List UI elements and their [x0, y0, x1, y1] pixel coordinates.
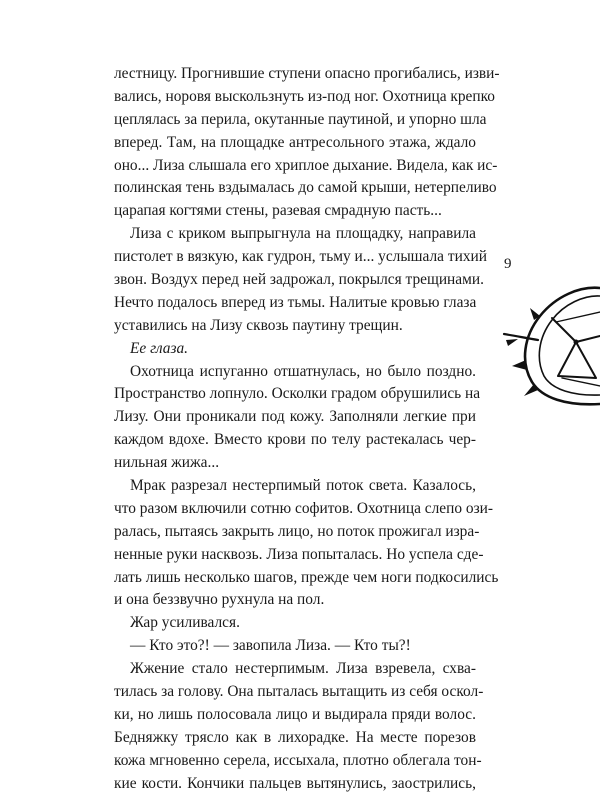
- text-line: Лиза с криком выпрыгнула на площадку, направила: [130, 225, 476, 243]
- text-line: тилась за голову. Она пыталась вытащить из себя оскол-: [114, 683, 484, 701]
- text-line: лать лишь несколько шагов, прежде чем ноги подкосились: [114, 568, 499, 586]
- text-line: пистолет в вязкую, как гудрон, тьму и... услышала тихий: [114, 248, 487, 266]
- text-line: Лизу. Они проникали под кожу. Заполняли легкие при: [114, 408, 476, 426]
- text-line: Нечто подалось вперед из тьмы. Налитые кровью глаза: [114, 293, 477, 311]
- text-line: и она беззвучно рухнула на пол.: [114, 591, 325, 609]
- text-line: Жар усиливался.: [130, 614, 240, 632]
- text-line: вперед. Там, на площадке антресольного этажа, ждало: [114, 133, 476, 151]
- text-line: полинская тень вздымалась до самой крыши, нетерпеливо: [114, 179, 497, 197]
- text-line: звон. Воздух перед ней задрожал, покрылся трещинами.: [114, 271, 484, 289]
- text-line: кие кости. Кончики пальцев вытянулись, заострились,: [114, 774, 476, 792]
- text-line: Бедняжку трясло как в лихорадке. На месте порезов: [114, 728, 476, 746]
- text-line: Жжение стало нестерпимым. Лиза взревела, схва-: [130, 660, 476, 678]
- text-line: оно... Лиза слышала его хриплое дыхание. Видела, как ис-: [114, 156, 498, 174]
- text-line: — Кто это?! — завопила Лиза. — Кто ты?!: [130, 637, 411, 655]
- text-line: Ее глаза.: [130, 339, 189, 357]
- page-number: 9: [504, 256, 512, 272]
- text-line: кожа мгновенно серела, иссыхала, плотно облегала тон-: [114, 751, 482, 769]
- text-line: Пространство лопнуло. Осколки градом обрушились на: [114, 385, 481, 403]
- text-line: ралась, пытаясь закрыть лицо, но поток прожигал изра-: [114, 522, 480, 540]
- text-line: ненные руки насквозь. Лиза попыталась. Но успела сде-: [114, 545, 484, 563]
- ornament-icon: [496, 282, 600, 408]
- text-line: нильная жижа...: [114, 454, 220, 472]
- text-line: цеплялась за перила, окутанные паутиной, и упорно шла: [114, 110, 487, 128]
- text-line: каждом вдохе. Вместо крови по телу растекалась чер-: [114, 431, 476, 449]
- body-text: [114, 63, 500, 796]
- text-line: вались, норовя выскользнуть из-под ног. Охотница крепко: [114, 87, 496, 105]
- text-line: лестницу. Прогнившие ступени опасно прогибались, изви-: [114, 65, 500, 82]
- text-line: царапая когтями стены, разевая смрадную пасть...: [114, 202, 442, 220]
- text-line: что разом включили сотню софитов. Охотница слепо ози-: [114, 499, 494, 517]
- text-line: ки, но лишь полосовала лицо и выдирала пряди волос.: [114, 705, 476, 723]
- text-line: Охотница испуганно отшатнулась, но было поздно.: [130, 362, 476, 380]
- text-line: уставились на Лизу сквозь паутину трещин.: [114, 316, 403, 334]
- text-line: Мрак разрезал нестерпимый поток света. Казалось,: [130, 477, 476, 495]
